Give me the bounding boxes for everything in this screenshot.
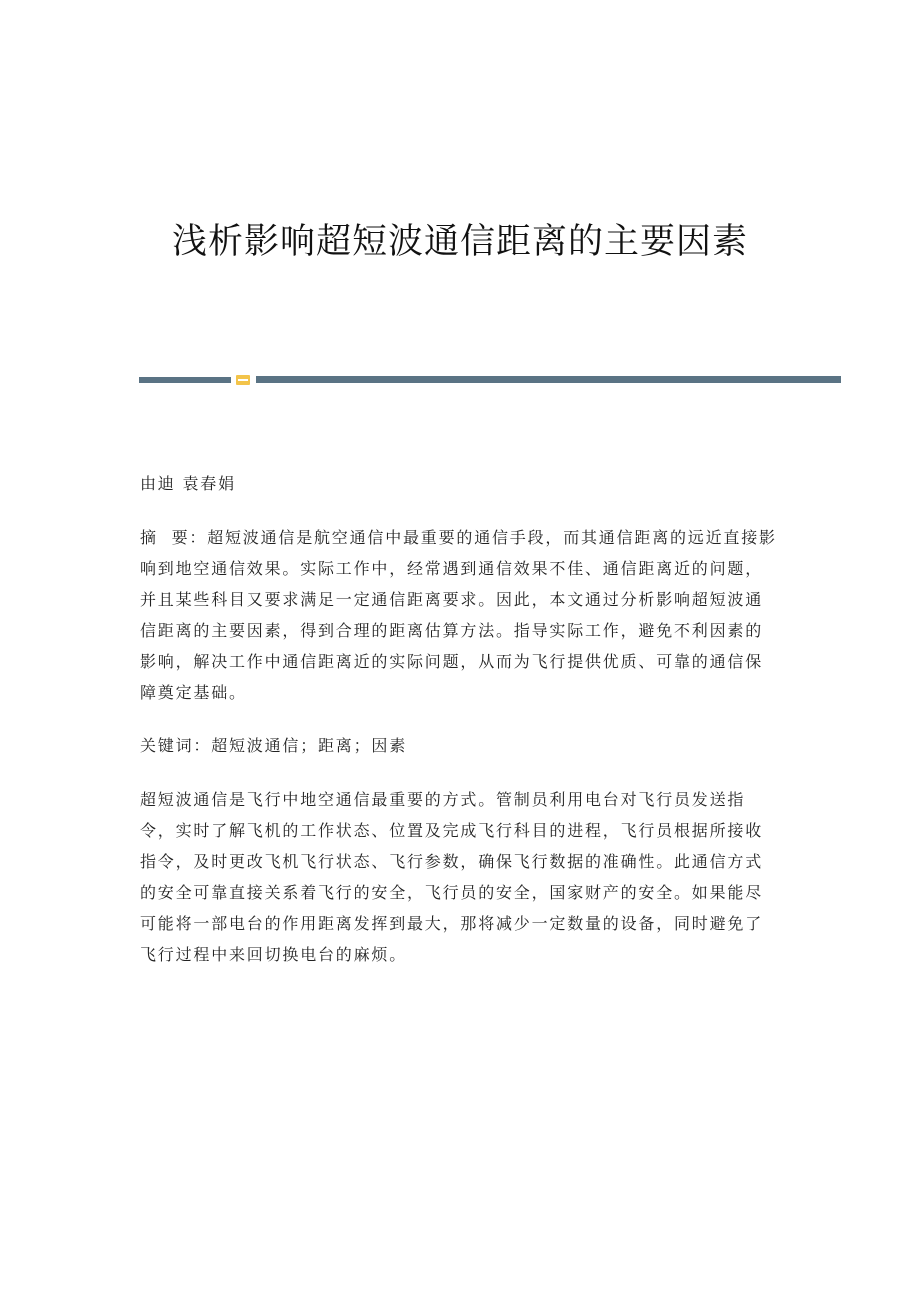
keywords-label: 关键词： — [140, 736, 212, 755]
divider-bar-left — [139, 377, 231, 383]
divider-bar-right — [256, 376, 841, 383]
body-paragraph: 超短波通信是飞行中地空通信最重要的方式。管制员利用电台对飞行员发送指令，实时了解飞机的工作状态、位置及完成飞行科目的进程，飞行员根据所接收指令，及时更改飞机飞行状态、飞行参数，确保飞行数据的准确性。此通信方式的安全可靠直接关系着飞行的安全，飞行员的安全，国家财产的安全。如果能尽可能将一部电台的作用距离发挥到最大，那将减少一定数量的设备，同时避免了飞行过程中来回切换电台的麻烦。 — [140, 790, 764, 964]
keywords — [140, 730, 780, 761]
divider-accent-icon — [236, 375, 250, 385]
authors: 由迪 袁春娟 — [140, 474, 236, 493]
abstract — [140, 522, 780, 708]
keywords-text: 超短波通信；距离；因素 — [211, 736, 408, 755]
document-content — [140, 468, 780, 970]
abstract-label: 摘 要： — [140, 528, 208, 547]
abstract-text: 超短波通信是航空通信中最重要的通信手段，而其通信距离的远近直接影响到地空通信效果。实际工作中，经常遇到通信效果不佳、通信距离近的问题，并且某些科目又要求满足一定通信距离要求。因此，本文通过分析影响超短波通信距离的主要因素，得到合理的距离估算方法。指导实际工作，避免不利因素的影响，解决工作中通信距离近的实际问题，从而为飞行提供优质、可靠的通信保障奠定基础。 — [140, 528, 777, 702]
document-title: 浅析影响超短波通信距离的主要因素 — [171, 222, 748, 262]
title-divider — [139, 375, 841, 385]
